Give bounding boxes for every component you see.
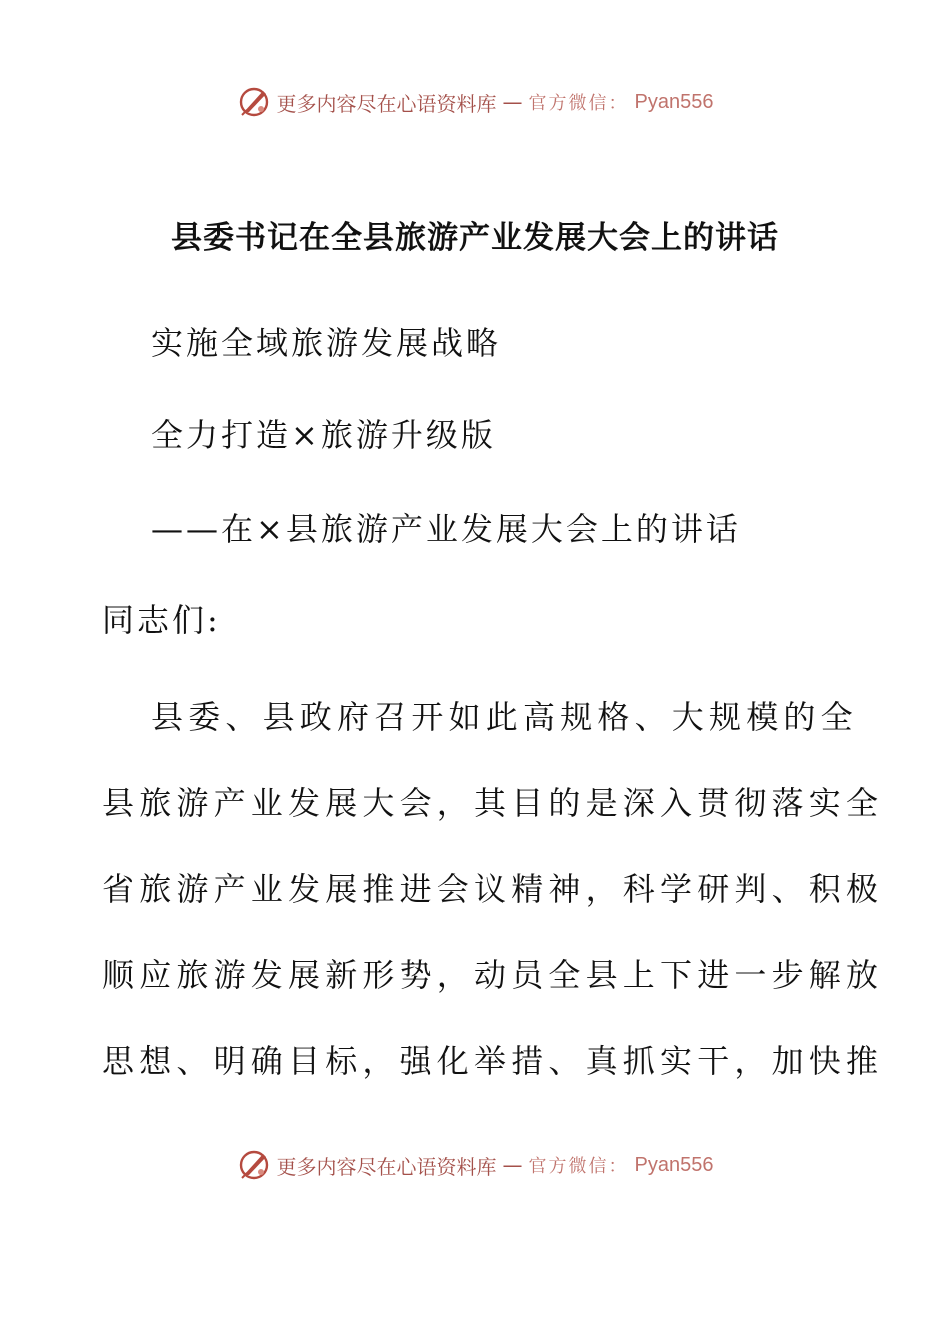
watermark-text: 更多内容尽在心语资料库 bbox=[276, 1154, 497, 1179]
watermark-dash: — bbox=[502, 1153, 523, 1177]
footer-watermark bbox=[0, 1145, 950, 1185]
watermark-wechat-label: 官方微信： bbox=[528, 93, 629, 114]
header-watermark bbox=[0, 82, 950, 122]
body-line: 县委、县政府召开如此高规格、大规模的全 bbox=[151, 698, 858, 736]
body-line: 省旅游产业发展推进会议精神，科学研判、积极 bbox=[102, 870, 884, 908]
watermark-dash: — bbox=[502, 90, 523, 114]
subtitle-line-2: 全力打造×旅游升级版 bbox=[151, 416, 496, 454]
watermark-wechat-id: Pyan556 bbox=[634, 90, 714, 113]
body-line: 思想、明确目标，强化举措、真抓实干，加快推 bbox=[102, 1042, 884, 1080]
salutation: 同志们: bbox=[102, 601, 221, 639]
subtitle-line-1: 实施全域旅游发展战略 bbox=[151, 324, 502, 362]
watermark-wechat-label: 官方微信： bbox=[528, 1156, 629, 1177]
quill-pen-circle-icon bbox=[237, 85, 271, 119]
watermark-wechat-id: Pyan556 bbox=[634, 1153, 714, 1176]
document-title: 县委书记在全县旅游产业发展大会上的讲话 bbox=[171, 220, 779, 256]
body-line: 县旅游产业发展大会，其目的是深入贯彻落实全 bbox=[102, 784, 884, 822]
watermark-text: 更多内容尽在心语资料库 bbox=[276, 91, 497, 116]
subtitle-line-3: ——在×县旅游产业发展大会上的讲话 bbox=[151, 510, 741, 548]
quill-pen-circle-icon bbox=[237, 1148, 271, 1182]
body-line: 顺应旅游发展新形势，动员全县上下进一步解放 bbox=[102, 956, 884, 994]
